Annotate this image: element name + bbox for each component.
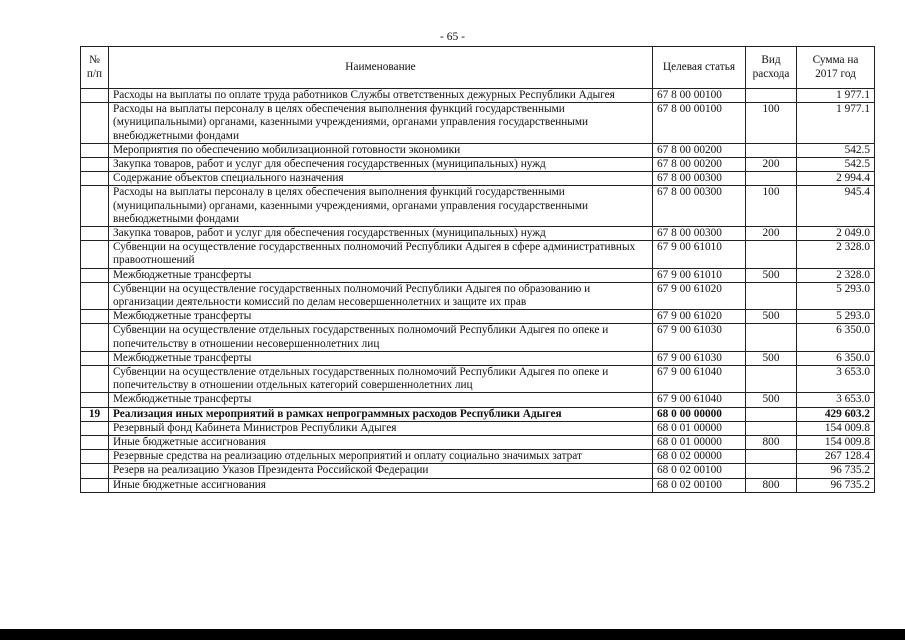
- row-number-cell: [81, 436, 109, 450]
- row-amount-cell: 96 735.2: [797, 464, 875, 478]
- row-target-article-cell: 67 9 00 61040: [653, 366, 746, 393]
- row-target-article-cell: 67 8 00 00100: [653, 89, 746, 103]
- table-row: [81, 407, 875, 421]
- table-row: [81, 351, 875, 365]
- row-name-cell: Межбюджетные трансферты: [109, 393, 653, 407]
- table-row: [81, 89, 875, 103]
- row-number-cell: [81, 89, 109, 103]
- row-name-cell: Межбюджетные трансферты: [109, 351, 653, 365]
- row-expense-type-cell: 800: [746, 478, 797, 492]
- header-number: № п/п: [81, 47, 109, 89]
- row-number-cell: [81, 186, 109, 227]
- table-row: [81, 143, 875, 157]
- row-name-cell: Резервный фонд Кабинета Министров Республики Адыгея: [109, 421, 653, 435]
- table-row: [81, 324, 875, 351]
- row-name-cell: Расходы на выплаты персоналу в целях обеспечения выполнения функций государственными (муниципальными) органами, казенными учреждениями, органами управления государственными внебюджетными фондами: [109, 186, 653, 227]
- row-target-article-cell: 67 8 00 00200: [653, 158, 746, 172]
- table-row: [81, 103, 875, 144]
- table-row: [81, 366, 875, 393]
- row-amount-cell: 945.4: [797, 186, 875, 227]
- row-number-cell: [81, 143, 109, 157]
- table-row: [81, 310, 875, 324]
- row-amount-cell: 2 994.4: [797, 172, 875, 186]
- row-amount-cell: 5 293.0: [797, 310, 875, 324]
- row-number-cell: [81, 103, 109, 144]
- row-number-cell: [81, 282, 109, 309]
- row-expense-type-cell: [746, 241, 797, 268]
- row-target-article-cell: 67 8 00 00100: [653, 103, 746, 144]
- table-row: [81, 241, 875, 268]
- row-name-cell: Закупка товаров, работ и услуг для обеспечения государственных (муниципальных) нужд: [109, 227, 653, 241]
- row-amount-cell: 3 653.0: [797, 393, 875, 407]
- row-amount-cell: 6 350.0: [797, 351, 875, 365]
- row-amount-cell: 542.5: [797, 158, 875, 172]
- row-expense-type-cell: [746, 282, 797, 309]
- row-name-cell: Расходы на выплаты по оплате труда работников Службы ответственных дежурных Республики Адыгея: [109, 89, 653, 103]
- table-body: [81, 89, 875, 493]
- row-amount-cell: 2 328.0: [797, 241, 875, 268]
- table-row: [81, 450, 875, 464]
- row-name-cell: Резервные средства на реализацию отдельных мероприятий и оплату социально значимых затрат: [109, 450, 653, 464]
- row-number-cell: [81, 172, 109, 186]
- row-target-article-cell: 67 8 00 00300: [653, 227, 746, 241]
- row-name-cell: Резерв на реализацию Указов Президента Российской Федерации: [109, 464, 653, 478]
- row-number-cell: [81, 268, 109, 282]
- row-number-cell: 19: [81, 407, 109, 421]
- row-expense-type-cell: [746, 143, 797, 157]
- row-target-article-cell: 67 8 00 00200: [653, 143, 746, 157]
- row-target-article-cell: 68 0 02 00100: [653, 464, 746, 478]
- row-name-cell: Реализация иных мероприятий в рамках непрограммных расходов Республики Адыгея: [109, 407, 653, 421]
- row-expense-type-cell: 500: [746, 393, 797, 407]
- row-target-article-cell: 67 8 00 00300: [653, 186, 746, 227]
- table-row: [81, 227, 875, 241]
- table-row: [81, 478, 875, 492]
- row-amount-cell: 6 350.0: [797, 324, 875, 351]
- table-row: [81, 436, 875, 450]
- row-name-cell: Субвенции на осуществление государственных полномочий Республики Адыгея по образованию и организации деятельности комиссий по делам несовершеннолетних и защите их прав: [109, 282, 653, 309]
- row-name-cell: Содержание объектов специального назначения: [109, 172, 653, 186]
- table-row: [81, 268, 875, 282]
- row-expense-type-cell: 800: [746, 436, 797, 450]
- row-amount-cell: 2 049.0: [797, 227, 875, 241]
- row-number-cell: [81, 421, 109, 435]
- row-number-cell: [81, 393, 109, 407]
- table-row: [81, 393, 875, 407]
- row-expense-type-cell: [746, 172, 797, 186]
- header-expense-type: Вид расхода: [746, 47, 797, 89]
- table-header-row: [81, 47, 875, 89]
- row-name-cell: Расходы на выплаты персоналу в целях обеспечения выполнения функций государственными (муниципальными) органами, казенными учреждениями, органами управления государственными внебюджетными фондами: [109, 103, 653, 144]
- row-target-article-cell: 68 0 01 00000: [653, 421, 746, 435]
- row-amount-cell: 1 977.1: [797, 103, 875, 144]
- row-amount-cell: 5 293.0: [797, 282, 875, 309]
- row-expense-type-cell: [746, 421, 797, 435]
- budget-table: [80, 46, 875, 493]
- row-number-cell: [81, 450, 109, 464]
- row-expense-type-cell: 100: [746, 103, 797, 144]
- row-name-cell: Иные бюджетные ассигнования: [109, 478, 653, 492]
- table-row: [81, 186, 875, 227]
- row-amount-cell: 96 735.2: [797, 478, 875, 492]
- row-number-cell: [81, 366, 109, 393]
- row-name-cell: Иные бюджетные ассигнования: [109, 436, 653, 450]
- row-amount-cell: 3 653.0: [797, 366, 875, 393]
- row-target-article-cell: 67 9 00 61030: [653, 324, 746, 351]
- row-expense-type-cell: [746, 366, 797, 393]
- row-name-cell: Мероприятия по обеспечению мобилизационной готовности экономики: [109, 143, 653, 157]
- header-name: Наименование: [109, 47, 653, 89]
- row-expense-type-cell: [746, 464, 797, 478]
- row-number-cell: [81, 310, 109, 324]
- table-row: [81, 172, 875, 186]
- row-amount-cell: 2 328.0: [797, 268, 875, 282]
- header-target-article: Целевая статья: [653, 47, 746, 89]
- row-amount-cell: 267 128.4: [797, 450, 875, 464]
- table-row: [81, 158, 875, 172]
- row-number-cell: [81, 464, 109, 478]
- row-target-article-cell: 67 9 00 61030: [653, 351, 746, 365]
- row-target-article-cell: 67 9 00 61020: [653, 310, 746, 324]
- table-row: [81, 464, 875, 478]
- row-expense-type-cell: [746, 89, 797, 103]
- row-number-cell: [81, 478, 109, 492]
- row-target-article-cell: 67 8 00 00300: [653, 172, 746, 186]
- row-name-cell: Субвенции на осуществление отдельных государственных полномочий Республики Адыгея по опеке и попечительству в отношении несовершеннолетних лиц: [109, 324, 653, 351]
- row-expense-type-cell: 500: [746, 268, 797, 282]
- row-expense-type-cell: [746, 407, 797, 421]
- row-expense-type-cell: 100: [746, 186, 797, 227]
- row-expense-type-cell: [746, 324, 797, 351]
- row-amount-cell: 154 009.8: [797, 421, 875, 435]
- row-target-article-cell: 68 0 02 00100: [653, 478, 746, 492]
- row-target-article-cell: 67 9 00 61010: [653, 268, 746, 282]
- row-amount-cell: 1 977.1: [797, 89, 875, 103]
- row-expense-type-cell: 200: [746, 227, 797, 241]
- table-row: [81, 421, 875, 435]
- row-name-cell: Субвенции на осуществление отдельных государственных полномочий Республики Адыгея по опеке и попечительству в отношении отдельных категорий совершеннолетних лиц: [109, 366, 653, 393]
- row-amount-cell: 429 603.2: [797, 407, 875, 421]
- row-target-article-cell: 68 0 02 00000: [653, 450, 746, 464]
- row-expense-type-cell: 500: [746, 310, 797, 324]
- row-target-article-cell: 68 0 00 00000: [653, 407, 746, 421]
- row-amount-cell: 542.5: [797, 143, 875, 157]
- row-number-cell: [81, 158, 109, 172]
- row-name-cell: Субвенции на осуществление государственных полномочий Республики Адыгея в сфере административных правоотношений: [109, 241, 653, 268]
- table-row: [81, 282, 875, 309]
- row-number-cell: [81, 227, 109, 241]
- row-expense-type-cell: 500: [746, 351, 797, 365]
- row-number-cell: [81, 241, 109, 268]
- row-target-article-cell: 67 9 00 61040: [653, 393, 746, 407]
- row-name-cell: Межбюджетные трансферты: [109, 268, 653, 282]
- row-expense-type-cell: 200: [746, 158, 797, 172]
- header-amount: Сумма на 2017 год: [797, 47, 875, 89]
- row-number-cell: [81, 351, 109, 365]
- row-name-cell: Закупка товаров, работ и услуг для обеспечения государственных (муниципальных) нужд: [109, 158, 653, 172]
- row-amount-cell: 154 009.8: [797, 436, 875, 450]
- row-number-cell: [81, 324, 109, 351]
- page-number: - 65 -: [440, 31, 465, 43]
- row-target-article-cell: 67 9 00 61020: [653, 282, 746, 309]
- row-target-article-cell: 67 9 00 61010: [653, 241, 746, 268]
- row-name-cell: Межбюджетные трансферты: [109, 310, 653, 324]
- scan-bottom-edge: [0, 629, 905, 640]
- row-target-article-cell: 68 0 01 00000: [653, 436, 746, 450]
- row-expense-type-cell: [746, 450, 797, 464]
